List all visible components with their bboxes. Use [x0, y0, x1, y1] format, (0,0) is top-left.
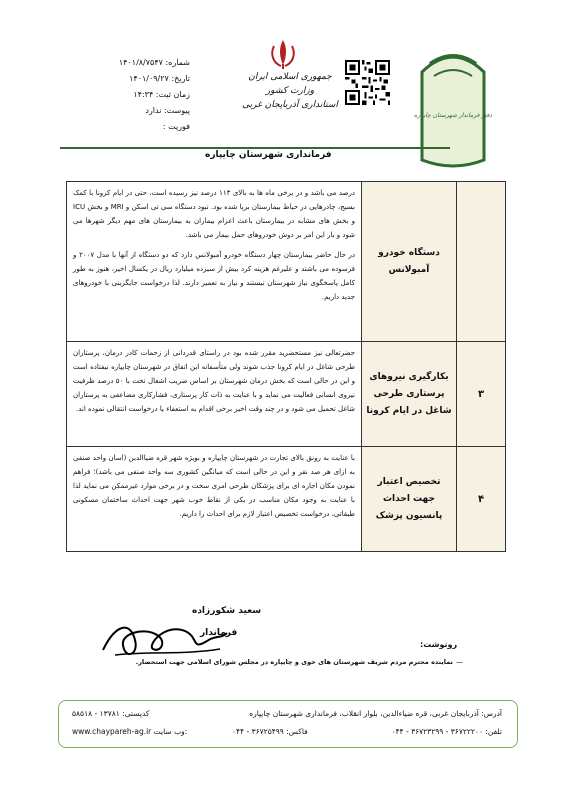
footer-postal: کدپستی: ۱۳۷۸۱ - ۵۸۵۱۸: [72, 709, 150, 718]
attachment-label: پیوست:: [163, 106, 190, 115]
footer-address: آدرس: آذربایجان غربی، قره ضیاءالدین، بلوار انقلاب، فرمانداری شهرستان چایپاره: [249, 709, 502, 718]
gov-line-2: وزارت کشور: [265, 86, 315, 96]
row-description: [67, 182, 362, 342]
table-row: [67, 342, 506, 447]
requests-table: [66, 181, 506, 552]
row-number: ۴: [457, 447, 506, 552]
logo-text: دفتر فرماندار شهرستان چایپاره: [413, 112, 493, 119]
number-value: ۱۴۰۱/۸/۷۵۴۷: [118, 58, 163, 67]
description-paragraph: حضرتعالی نیز مستحضرید مقرر شده بود در راستای قدردانی از زحمات کادر درمان، پرستاران طرحی شاغل در ایام کرونا جذب شوند ولی متأسفانه این اتفاق در شهرستان چایپاره نیفتاده است و این در حالی است که بخش درمان شهرستان بر اساس ضریب اشغال تخت با ۵۰ درصد ظرفیت نیروی انسانی فعالیت می نماید و با عنایت به ذات کار پرستاری، فشارکاری مضاعفی به پرستاران شاغل تحمیل می شود و در چند وقت اخیر برخی اقدام به استعفاء یا درخواست انتقالی نموده اند.: [73, 349, 355, 413]
iran-emblem-icon: [268, 38, 298, 70]
table-row: [67, 447, 506, 552]
gov-line-3: استانداری آذربایجان غربی: [242, 100, 338, 110]
signatory-name: سعید شکورزاده: [192, 606, 262, 616]
table-row: [67, 182, 506, 342]
signatory-role: فرماندار: [200, 628, 238, 638]
row-number: ۳: [457, 342, 506, 447]
number-label: شماره:: [165, 58, 190, 67]
row-number: [457, 182, 506, 342]
footer-website-group: [72, 727, 187, 736]
letter-metadata: [70, 55, 190, 135]
row-description: [67, 447, 362, 552]
office-title: فرمانداری شهرستان چایپاره: [205, 150, 332, 160]
date-label: تاریخ:: [171, 74, 190, 83]
footer-box: [58, 700, 518, 748]
description-paragraph: در حال حاضر بیمارستان چهار دستگاه خودرو آمبولانس دارد که دو دستگاه از آنها با مدل ۲۰۰۷ و فرسوده می باشند و علیرغم هزینه کرد بیش از سیزده میلیارد ریال در یکسال اخیر، هنوز به طور کامل پاسخگوی نیاز شهرستان نیستند و نیاز به تعمیر دارند. لذا درخواست جایگزینی با خودروهای جدید داریم.: [73, 251, 356, 301]
footer-phone: تلفن: ۳۶۷۲۲۲۰۰ - ۳۶۷۲۳۲۹۹ - ۰۴۴: [391, 727, 502, 736]
government-heading: [235, 70, 345, 112]
cc-recipient: نماینده محترم مردم شریف شهرستان های خوی و چایپاره در مجلس شورای اسلامی جهت استحضار.: [135, 658, 453, 666]
time-label: زمان ثبت:: [155, 90, 190, 99]
gov-line-1: جمهوری اسلامی ایران: [248, 72, 332, 82]
footer-website[interactable]: www.chaypareh-ag.ir: [72, 727, 152, 736]
cc-label: رونوشت:: [420, 640, 458, 649]
attachment-value: ندارد: [145, 106, 162, 115]
bullet-icon: —: [456, 658, 463, 666]
footer-fax: فاکس: ۳۶۷۲۵۴۹۹ - ۰۴۴: [232, 727, 308, 736]
description-paragraph: با عنایت به رونق بالای تجارت در شهرستان چایپاره و بویژه شهر قره ضیاالدین (اسان واحد صنفی به ازای هر صد نفر و این در حالی است که میانگین کشوری سه واحد صنفی می باشد)؛ فراهم نمودن مکان اجاره ای برای پزشکان طرحی امری سخت و در برخی موارد غیرممکن می نماید لذا با عنایت به وجود مکان مناسب در یکی از نقاط خوب شهر جهت احداث ساختمان مسکونی طبقاتی، درخواست تخصیص اعتبار لازم برای احداث را داریم.: [73, 454, 355, 518]
time-value: ۱۴:۳۴: [133, 90, 154, 99]
row-title: تخصیص اعتبار جهت احداث پانسیون پزشک: [362, 447, 457, 552]
row-title: بکارگیری نیروهای پرستاری طرحی شاغل در ایام کرونا: [362, 342, 457, 447]
row-description: [67, 342, 362, 447]
qr-code-icon[interactable]: [345, 60, 390, 105]
row-title: دستگاه خودرو آمبولانس: [362, 182, 457, 342]
footer-website-label: وب سایت:: [153, 727, 188, 736]
priority-label: فوریت :: [162, 122, 190, 131]
date-value: ۱۴۰۱/۰۹/۲۷: [129, 74, 169, 83]
description-paragraph: درصد می باشد و در برخی ماه ها به بالای ۱۱۳ درصد نیز رسیده است، حتی در ایام کرونا با کمک بسیج، چادرهایی در حیاط بیمارستان برپا شده بود. نبود دستگاه سی تی اسکن و MRI و بخش ICU و بخش های مشابه در بیمارستان باعث اعزام بیماران به بیمارستان های مهم دیگر شهرها می شود و بار این امر بر دوش خودروهای حمل بیمار می باشد.: [73, 189, 355, 239]
